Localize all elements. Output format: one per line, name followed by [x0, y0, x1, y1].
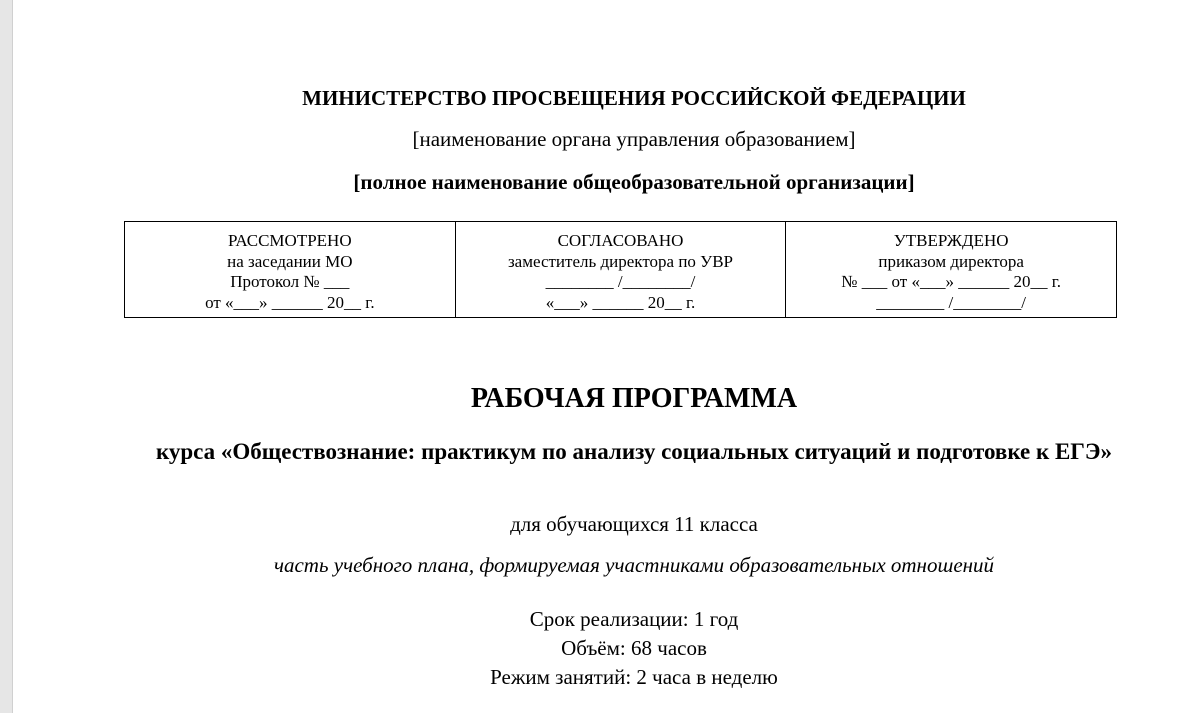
approval-line: приказом директора: [878, 251, 1024, 271]
approval-row: [125, 222, 1117, 318]
approval-line: на заседании МО: [227, 251, 353, 271]
document-page: [13, 0, 1189, 713]
approval-line: Протокол № ___: [230, 272, 350, 291]
approval-title: СОГЛАСОВАНО: [557, 231, 684, 250]
target-students: для обучающихся 11 класса: [510, 512, 758, 536]
approval-line: ________ /________/: [545, 272, 696, 291]
approval-title: РАССМОТРЕНО: [228, 231, 352, 250]
ministry-heading: МИНИСТЕРСТВО ПРОСВЕЩЕНИЯ РОССИЙСКОЙ ФЕДЕРАЦИИ: [302, 86, 966, 110]
approval-line: заместитель директора по УВР: [507, 251, 733, 271]
approval-line: ________ /________/: [876, 292, 1026, 312]
curriculum-part: часть учебного плана, формируемая участниками образовательных отношений: [273, 553, 995, 577]
organization-name-placeholder: [полное наименование общеобразовательной организации]: [353, 170, 915, 194]
program-details: [13, 605, 1189, 692]
approval-cell-approved: [786, 222, 1117, 318]
program-title: РАБОЧАЯ ПРОГРАММА: [470, 383, 798, 414]
education-authority-placeholder: [наименование органа управления образованием]: [412, 127, 856, 151]
approval-cell-agreed: [455, 222, 786, 318]
approval-line: от «___» ______ 20__ г.: [205, 292, 375, 312]
document-margin-gutter: [0, 0, 13, 713]
approval-table: [124, 221, 1117, 318]
approval-line: «___» ______ 20__ г.: [545, 292, 696, 312]
duration-line: Срок реализации: 1 год: [529, 607, 739, 631]
schedule-line: Режим занятий: 2 часа в неделю: [490, 665, 778, 689]
volume-line: Объём: 68 часов: [561, 636, 707, 660]
approval-cell-reviewed: [125, 222, 456, 318]
approval-line: № ___ от «___» ______ 20__ г.: [841, 272, 1062, 291]
approval-title: УТВЕРЖДЕНО: [893, 231, 1009, 250]
course-name: курса «Обществознание: практикум по анализу социальных ситуаций и подготовке к ЕГЭ»: [155, 439, 1113, 464]
